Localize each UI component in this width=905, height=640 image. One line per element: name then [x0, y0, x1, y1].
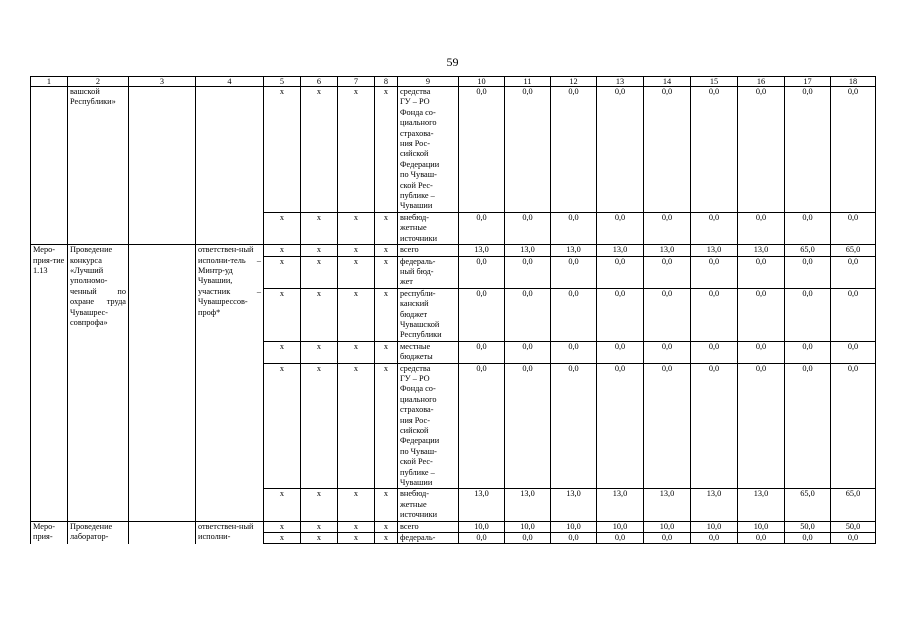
funding-source-line: по Чуваш-: [400, 170, 437, 180]
code-cell: x: [338, 489, 375, 521]
code-cell: x: [264, 212, 301, 244]
funding-source: [398, 489, 459, 521]
code-cell: x: [264, 288, 301, 341]
activity-code: Меро-прия-тие 1.13: [31, 245, 68, 522]
code-cell: x: [264, 533, 301, 544]
funding-source-line: сийской: [400, 149, 429, 159]
code-cell: x: [264, 489, 301, 521]
code-cell: x: [264, 245, 301, 256]
value-cell: 10,0: [691, 521, 738, 532]
funding-source-line: циального: [400, 394, 437, 404]
value-cell: 0,0: [505, 288, 551, 341]
value-cell: 0,0: [785, 288, 831, 341]
value-cell: 0,0: [505, 87, 551, 213]
funding-source-line: Фонда со-: [400, 107, 436, 117]
funding-source-line: ния Рос-: [400, 139, 430, 149]
funding-source-line: страхова-: [400, 128, 434, 138]
funding-source-line: республи-: [400, 288, 436, 298]
activity-col3: [129, 87, 196, 245]
activity-col3: [129, 521, 196, 544]
code-cell: x: [301, 489, 338, 521]
code-cell: x: [264, 363, 301, 489]
value-cell: 0,0: [831, 533, 876, 544]
code-cell: x: [301, 256, 338, 288]
program-table: [30, 76, 876, 544]
value-cell: 13,0: [691, 245, 738, 256]
funding-source: [398, 533, 459, 544]
code-cell: x: [338, 341, 375, 363]
header-cell: 12: [551, 77, 597, 87]
header-cell: 7: [338, 77, 375, 87]
value-cell: 0,0: [831, 363, 876, 489]
header-cell: 10: [459, 77, 505, 87]
code-cell: x: [375, 533, 398, 544]
value-cell: 0,0: [644, 288, 691, 341]
value-cell: 0,0: [644, 87, 691, 213]
funding-source-line: Республики: [400, 330, 442, 340]
value-cell: 0,0: [644, 363, 691, 489]
funding-source: [398, 521, 459, 532]
code-cell: x: [375, 245, 398, 256]
value-cell: 10,0: [597, 521, 644, 532]
responsible-executor: [196, 87, 264, 245]
value-cell: 10,0: [505, 521, 551, 532]
code-cell: x: [301, 533, 338, 544]
value-cell: 0,0: [597, 256, 644, 288]
value-cell: 10,0: [551, 521, 597, 532]
header-cell: 14: [644, 77, 691, 87]
value-cell: 13,0: [459, 245, 505, 256]
value-cell: 13,0: [505, 489, 551, 521]
code-cell: x: [338, 521, 375, 532]
value-cell: 13,0: [597, 489, 644, 521]
funding-source-line: ГУ – РО: [400, 373, 430, 383]
funding-source-line: ный бюд-: [400, 266, 434, 276]
value-cell: 0,0: [738, 256, 785, 288]
funding-source-line: федераль-: [400, 533, 436, 543]
code-cell: x: [264, 87, 301, 213]
value-cell: 0,0: [785, 256, 831, 288]
header-cell: 4: [196, 77, 264, 87]
value-cell: 0,0: [691, 363, 738, 489]
value-cell: 0,0: [831, 341, 876, 363]
funding-source-line: по Чуваш-: [400, 446, 437, 456]
value-cell: 0,0: [597, 212, 644, 244]
funding-source-line: публике –: [400, 467, 435, 477]
funding-source: [398, 245, 459, 256]
funding-source-line: ния Рос-: [400, 415, 430, 425]
code-cell: x: [264, 341, 301, 363]
value-cell: 0,0: [597, 288, 644, 341]
value-cell: 10,0: [644, 521, 691, 532]
header-cell: 18: [831, 77, 876, 87]
page-number: 59: [446, 55, 459, 69]
funding-source-line: средства: [400, 87, 431, 96]
code-cell: x: [338, 256, 375, 288]
value-cell: 50,0: [785, 521, 831, 532]
value-cell: 0,0: [551, 256, 597, 288]
funding-source-line: жетные: [400, 499, 427, 509]
funding-source-line: бюджет: [400, 309, 428, 319]
funding-source-line: жетные: [400, 223, 427, 233]
value-cell: 0,0: [691, 256, 738, 288]
value-cell: 50,0: [831, 521, 876, 532]
code-cell: x: [338, 288, 375, 341]
funding-source-line: сийской: [400, 426, 429, 435]
value-cell: 0,0: [459, 533, 505, 544]
value-cell: 0,0: [738, 341, 785, 363]
funding-source-line: бюджеты: [400, 352, 433, 362]
table-row: [31, 245, 876, 256]
funding-source-line: Чувашии: [400, 478, 433, 488]
code-cell: x: [375, 489, 398, 521]
value-cell: 0,0: [738, 533, 785, 544]
funding-source-line: средства: [400, 363, 431, 373]
funding-source-line: Фонда со-: [400, 384, 436, 394]
funding-source-line: ской Рес-: [400, 457, 433, 467]
responsible-executor: ответствен-ный исполни-тель – Минтр-уд Чувашии, участник – Чувашрессов-проф*: [196, 245, 264, 522]
value-cell: 65,0: [785, 245, 831, 256]
value-cell: 0,0: [459, 341, 505, 363]
value-cell: 0,0: [644, 256, 691, 288]
value-cell: 0,0: [738, 87, 785, 213]
activity-code: Меро-прия-: [31, 521, 68, 544]
value-cell: 65,0: [831, 489, 876, 521]
code-cell: x: [375, 87, 398, 213]
value-cell: 0,0: [505, 212, 551, 244]
value-cell: 0,0: [785, 212, 831, 244]
value-cell: 0,0: [551, 212, 597, 244]
value-cell: 0,0: [459, 212, 505, 244]
code-cell: x: [338, 87, 375, 213]
funding-source-line: источники: [400, 510, 438, 520]
header-cell: 6: [301, 77, 338, 87]
value-cell: 13,0: [459, 489, 505, 521]
value-cell: 0,0: [831, 212, 876, 244]
activity-name: Проведение конкурса «Лучший уполномо-ченный по охране труда Чувашрес-совпрофа»: [68, 245, 129, 522]
funding-source-line: циального: [400, 118, 437, 128]
funding-source-line: Чувашской: [400, 319, 440, 329]
value-cell: 0,0: [551, 87, 597, 213]
code-cell: x: [338, 363, 375, 489]
value-cell: 0,0: [459, 87, 505, 213]
header-cell: 13: [597, 77, 644, 87]
value-cell: 0,0: [785, 363, 831, 489]
table-row: [31, 87, 876, 213]
header-cell: 3: [129, 77, 196, 87]
funding-source-line: федераль-: [400, 256, 436, 266]
header-cell: 9: [398, 77, 459, 87]
funding-source-line: страхова-: [400, 405, 434, 415]
value-cell: 0,0: [551, 363, 597, 489]
header-cell: 17: [785, 77, 831, 87]
value-cell: 13,0: [738, 245, 785, 256]
code-cell: x: [375, 256, 398, 288]
value-cell: 0,0: [644, 533, 691, 544]
activity-col3: [129, 245, 196, 522]
value-cell: 13,0: [644, 245, 691, 256]
funding-source-line: канский: [400, 299, 429, 309]
funding-source-line: Федерации: [400, 159, 440, 169]
header-cell: 5: [264, 77, 301, 87]
header-row: [31, 77, 876, 87]
activity-name: вашской Республики»: [68, 87, 129, 245]
value-cell: 0,0: [831, 87, 876, 213]
value-cell: 0,0: [597, 341, 644, 363]
funding-source: [398, 212, 459, 244]
value-cell: 13,0: [551, 245, 597, 256]
value-cell: 0,0: [505, 256, 551, 288]
funding-source-line: местные: [400, 341, 431, 351]
value-cell: 0,0: [505, 363, 551, 489]
responsible-executor: ответствен-ный исполни-: [196, 521, 264, 544]
value-cell: 0,0: [597, 363, 644, 489]
code-cell: x: [301, 87, 338, 213]
value-cell: 0,0: [459, 256, 505, 288]
value-cell: 13,0: [505, 245, 551, 256]
funding-source-line: Федерации: [400, 436, 440, 446]
header-cell: 1: [31, 77, 68, 87]
funding-source: [398, 256, 459, 288]
value-cell: 0,0: [691, 533, 738, 544]
code-cell: x: [338, 245, 375, 256]
value-cell: 0,0: [597, 533, 644, 544]
table-row: [31, 521, 876, 532]
value-cell: 13,0: [644, 489, 691, 521]
funding-source-line: ГУ – РО: [400, 97, 430, 107]
funding-source: [398, 363, 459, 489]
value-cell: 0,0: [831, 256, 876, 288]
code-cell: x: [301, 245, 338, 256]
code-cell: x: [375, 341, 398, 363]
value-cell: 0,0: [551, 288, 597, 341]
code-cell: x: [301, 363, 338, 489]
code-cell: x: [375, 363, 398, 489]
value-cell: 0,0: [551, 341, 597, 363]
value-cell: 0,0: [738, 288, 785, 341]
value-cell: 0,0: [459, 363, 505, 489]
funding-source-line: всего: [400, 521, 419, 531]
value-cell: 0,0: [785, 87, 831, 213]
value-cell: 0,0: [691, 87, 738, 213]
funding-source-line: источники: [400, 233, 438, 243]
code-cell: x: [375, 288, 398, 341]
value-cell: 13,0: [738, 489, 785, 521]
value-cell: 0,0: [831, 288, 876, 341]
code-cell: x: [301, 288, 338, 341]
value-cell: 65,0: [785, 489, 831, 521]
value-cell: 0,0: [505, 341, 551, 363]
code-cell: x: [301, 341, 338, 363]
funding-source-line: внебюд-: [400, 489, 430, 499]
header-cell: 16: [738, 77, 785, 87]
activity-code: [31, 87, 68, 245]
funding-source-line: ской Рес-: [400, 180, 433, 190]
activity-name: Проведение лаборатор-: [68, 521, 129, 544]
value-cell: 10,0: [738, 521, 785, 532]
value-cell: 13,0: [691, 489, 738, 521]
value-cell: 0,0: [691, 341, 738, 363]
funding-source-line: всего: [400, 245, 419, 255]
header-cell: 15: [691, 77, 738, 87]
code-cell: x: [264, 256, 301, 288]
value-cell: 0,0: [505, 533, 551, 544]
funding-source-line: жет: [400, 277, 413, 287]
value-cell: 65,0: [831, 245, 876, 256]
value-cell: 13,0: [551, 489, 597, 521]
value-cell: 0,0: [738, 212, 785, 244]
value-cell: 10,0: [459, 521, 505, 532]
value-cell: 0,0: [785, 341, 831, 363]
funding-source-line: публике –: [400, 191, 435, 201]
value-cell: 13,0: [597, 245, 644, 256]
value-cell: 0,0: [691, 212, 738, 244]
value-cell: 0,0: [644, 341, 691, 363]
value-cell: 0,0: [644, 212, 691, 244]
funding-source: [398, 288, 459, 341]
funding-source: [398, 87, 459, 213]
header-cell: 11: [505, 77, 551, 87]
code-cell: x: [264, 521, 301, 532]
value-cell: 0,0: [691, 288, 738, 341]
funding-source-line: Чувашии: [400, 201, 433, 211]
code-cell: x: [301, 212, 338, 244]
value-cell: 0,0: [551, 533, 597, 544]
funding-source: [398, 341, 459, 363]
value-cell: 0,0: [738, 363, 785, 489]
code-cell: x: [375, 212, 398, 244]
value-cell: 0,0: [597, 87, 644, 213]
code-cell: x: [338, 533, 375, 544]
value-cell: 0,0: [785, 533, 831, 544]
code-cell: x: [338, 212, 375, 244]
header-cell: 8: [375, 77, 398, 87]
code-cell: x: [301, 521, 338, 532]
value-cell: 0,0: [459, 288, 505, 341]
funding-source-line: внебюд-: [400, 212, 430, 222]
code-cell: x: [375, 521, 398, 532]
header-cell: 2: [68, 77, 129, 87]
